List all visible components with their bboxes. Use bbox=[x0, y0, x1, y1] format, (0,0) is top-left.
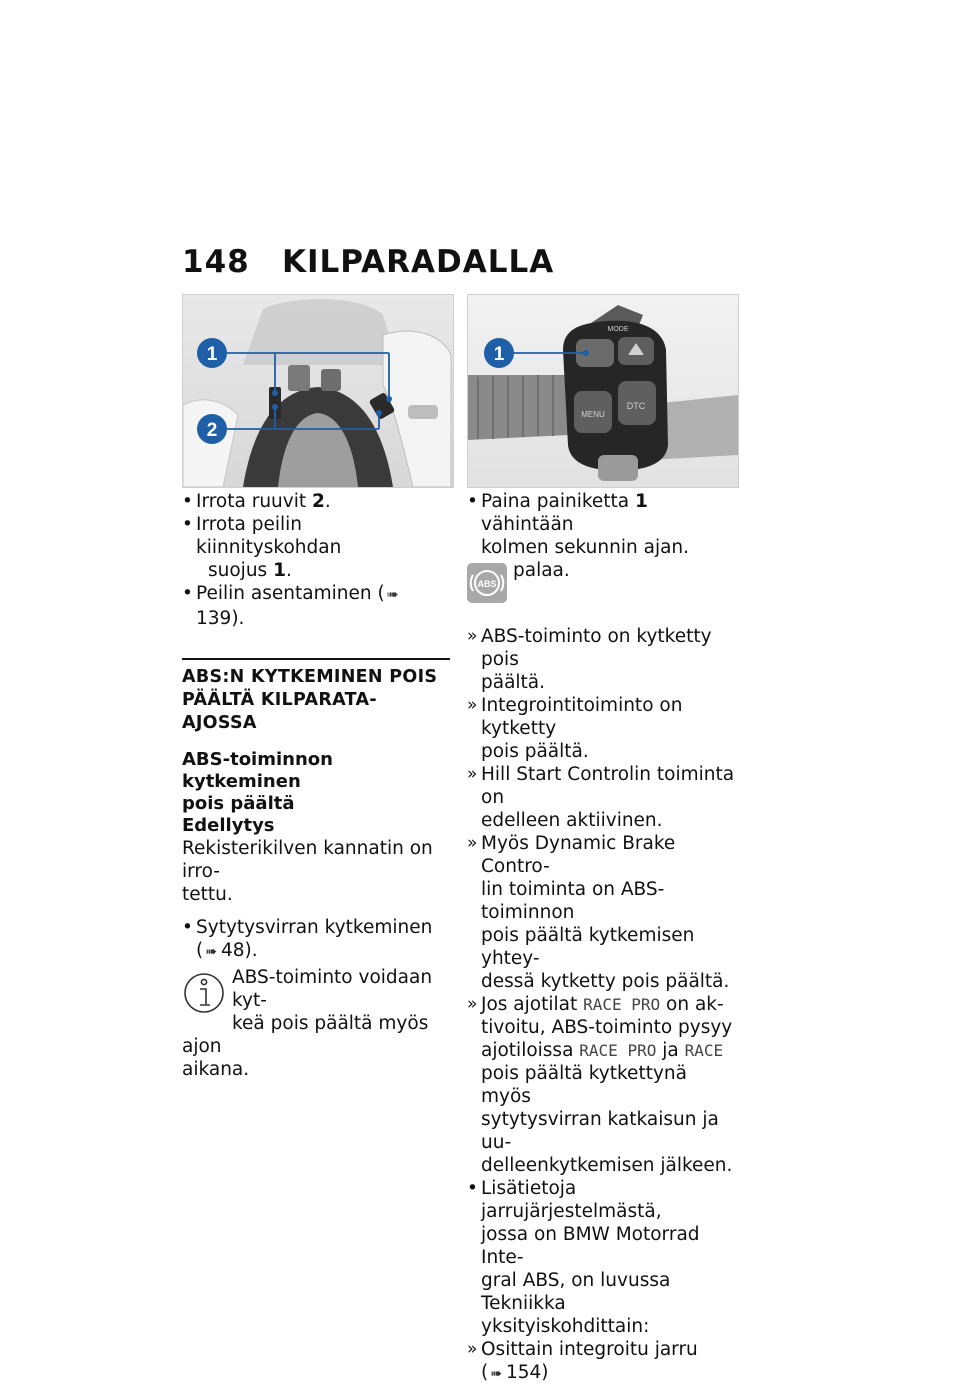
result-abs-off: » ABS-toiminto on kytketty pois päältä. bbox=[467, 626, 712, 693]
handlebar-switch-illustration bbox=[468, 295, 738, 487]
bullet: • bbox=[182, 491, 193, 512]
right-column bbox=[467, 490, 739, 1386]
bullet: • bbox=[182, 917, 193, 938]
page-number: 148 bbox=[182, 244, 250, 280]
figure-handlebar-switch bbox=[467, 294, 739, 488]
mode-key-label: MODE bbox=[607, 326, 629, 333]
info-note: ABS-toiminto voidaan kyt- keä pois päältä myös ajon aikana. bbox=[182, 967, 433, 1080]
abs-warning-icon bbox=[467, 563, 507, 603]
result-race-modes: » Jos ajotilat RACE PRO on ak- tivoitu, ABS-toiminto pysyy ajotiloissa RACE PRO ja RACE pois päältä kytkettynä myös sytytysvirran katkaisun ja uu- delleenkytkemisen jälkeen. bbox=[467, 994, 733, 1176]
step-remove-screws: • Irrota ruuvit 2. bbox=[182, 491, 331, 512]
menu-key-label: MENU bbox=[581, 410, 605, 419]
prerequisite-text: Rekisterikilven kannatin on irro- tettu. bbox=[182, 838, 433, 905]
section-divider bbox=[182, 658, 450, 660]
bullet: • bbox=[467, 491, 478, 512]
race-pro-mode: RACE PRO bbox=[579, 1041, 657, 1060]
race-mode: RACE bbox=[684, 1041, 724, 1060]
step-press-button: • Paina painiketta 1 vähintään kolmen sekunnin ajan. bbox=[467, 491, 690, 558]
abs-indicator-row bbox=[467, 559, 739, 605]
page-ref[interactable]: 139 bbox=[196, 608, 232, 629]
abs-lights-text: palaa. bbox=[513, 560, 570, 581]
link-partial-integral-brake[interactable]: » Osittain integroitu jarru ( ➠ 154) bbox=[467, 1338, 739, 1386]
callout-1: 1 bbox=[493, 344, 505, 365]
step-ignition-on[interactable]: • Sytytysvirran kytkeminen ( ➠ 48). bbox=[182, 916, 450, 964]
bullet: • bbox=[182, 514, 193, 535]
step-more-info: • Lisätietoja jarrujärjestelmästä, jossa on BMW Motorrad Inte- gral ABS, on luvussa Tekniikka yksityiskohdittain: bbox=[467, 1178, 700, 1337]
result-integral-off: » Integrointitoiminto on kytketty pois päältä. bbox=[467, 695, 683, 762]
svg-text:ABS: ABS bbox=[477, 579, 497, 589]
page-ref-arrow-icon: ➠ bbox=[386, 587, 399, 603]
dtc-key-label: DTC bbox=[626, 401, 646, 411]
section-title: KILPARADALLA bbox=[282, 244, 555, 280]
subheading-abs-function-off: ABS-toiminnon kytkeminen pois päältä bbox=[182, 749, 333, 814]
page-ref-arrow-icon: ➠ bbox=[490, 1366, 502, 1382]
info-icon bbox=[182, 970, 226, 1016]
mirror-mount-illustration bbox=[183, 295, 453, 487]
left-column bbox=[182, 490, 450, 1081]
step-remove-cover: • Irrota peilin kiinnityskohdan suojus 1. bbox=[182, 514, 342, 581]
page-ref-arrow-icon: ➠ bbox=[205, 944, 217, 960]
result-dynamic-brake: » Myös Dynamic Brake Contro- lin toiminta on ABS-toiminnon pois päältä kytkemisen yhtey- dessä kytketty pois päältä. bbox=[467, 833, 730, 992]
bullet: • bbox=[182, 583, 193, 604]
page-ref[interactable]: 48 bbox=[220, 940, 245, 961]
section-heading-abs-off: ABS:N KYTKEMINEN POIS PÄÄLTÄ KILPARATA-AJOSSA bbox=[182, 667, 438, 733]
page-header bbox=[182, 238, 742, 288]
callout-2: 2 bbox=[206, 420, 218, 441]
prerequisite-title: Edellytys bbox=[182, 815, 275, 836]
callout-1: 1 bbox=[206, 344, 218, 365]
result-hill-start: » Hill Start Controlin toiminta on edelleen aktiivinen. bbox=[467, 764, 735, 831]
race-pro-mode: RACE PRO bbox=[583, 995, 661, 1014]
step-mirror-install-link[interactable]: • Peilin asentaminen ( ➠139). bbox=[182, 583, 399, 629]
figure-mirror-mount bbox=[182, 294, 454, 488]
page-ref[interactable]: 154 bbox=[505, 1362, 542, 1383]
